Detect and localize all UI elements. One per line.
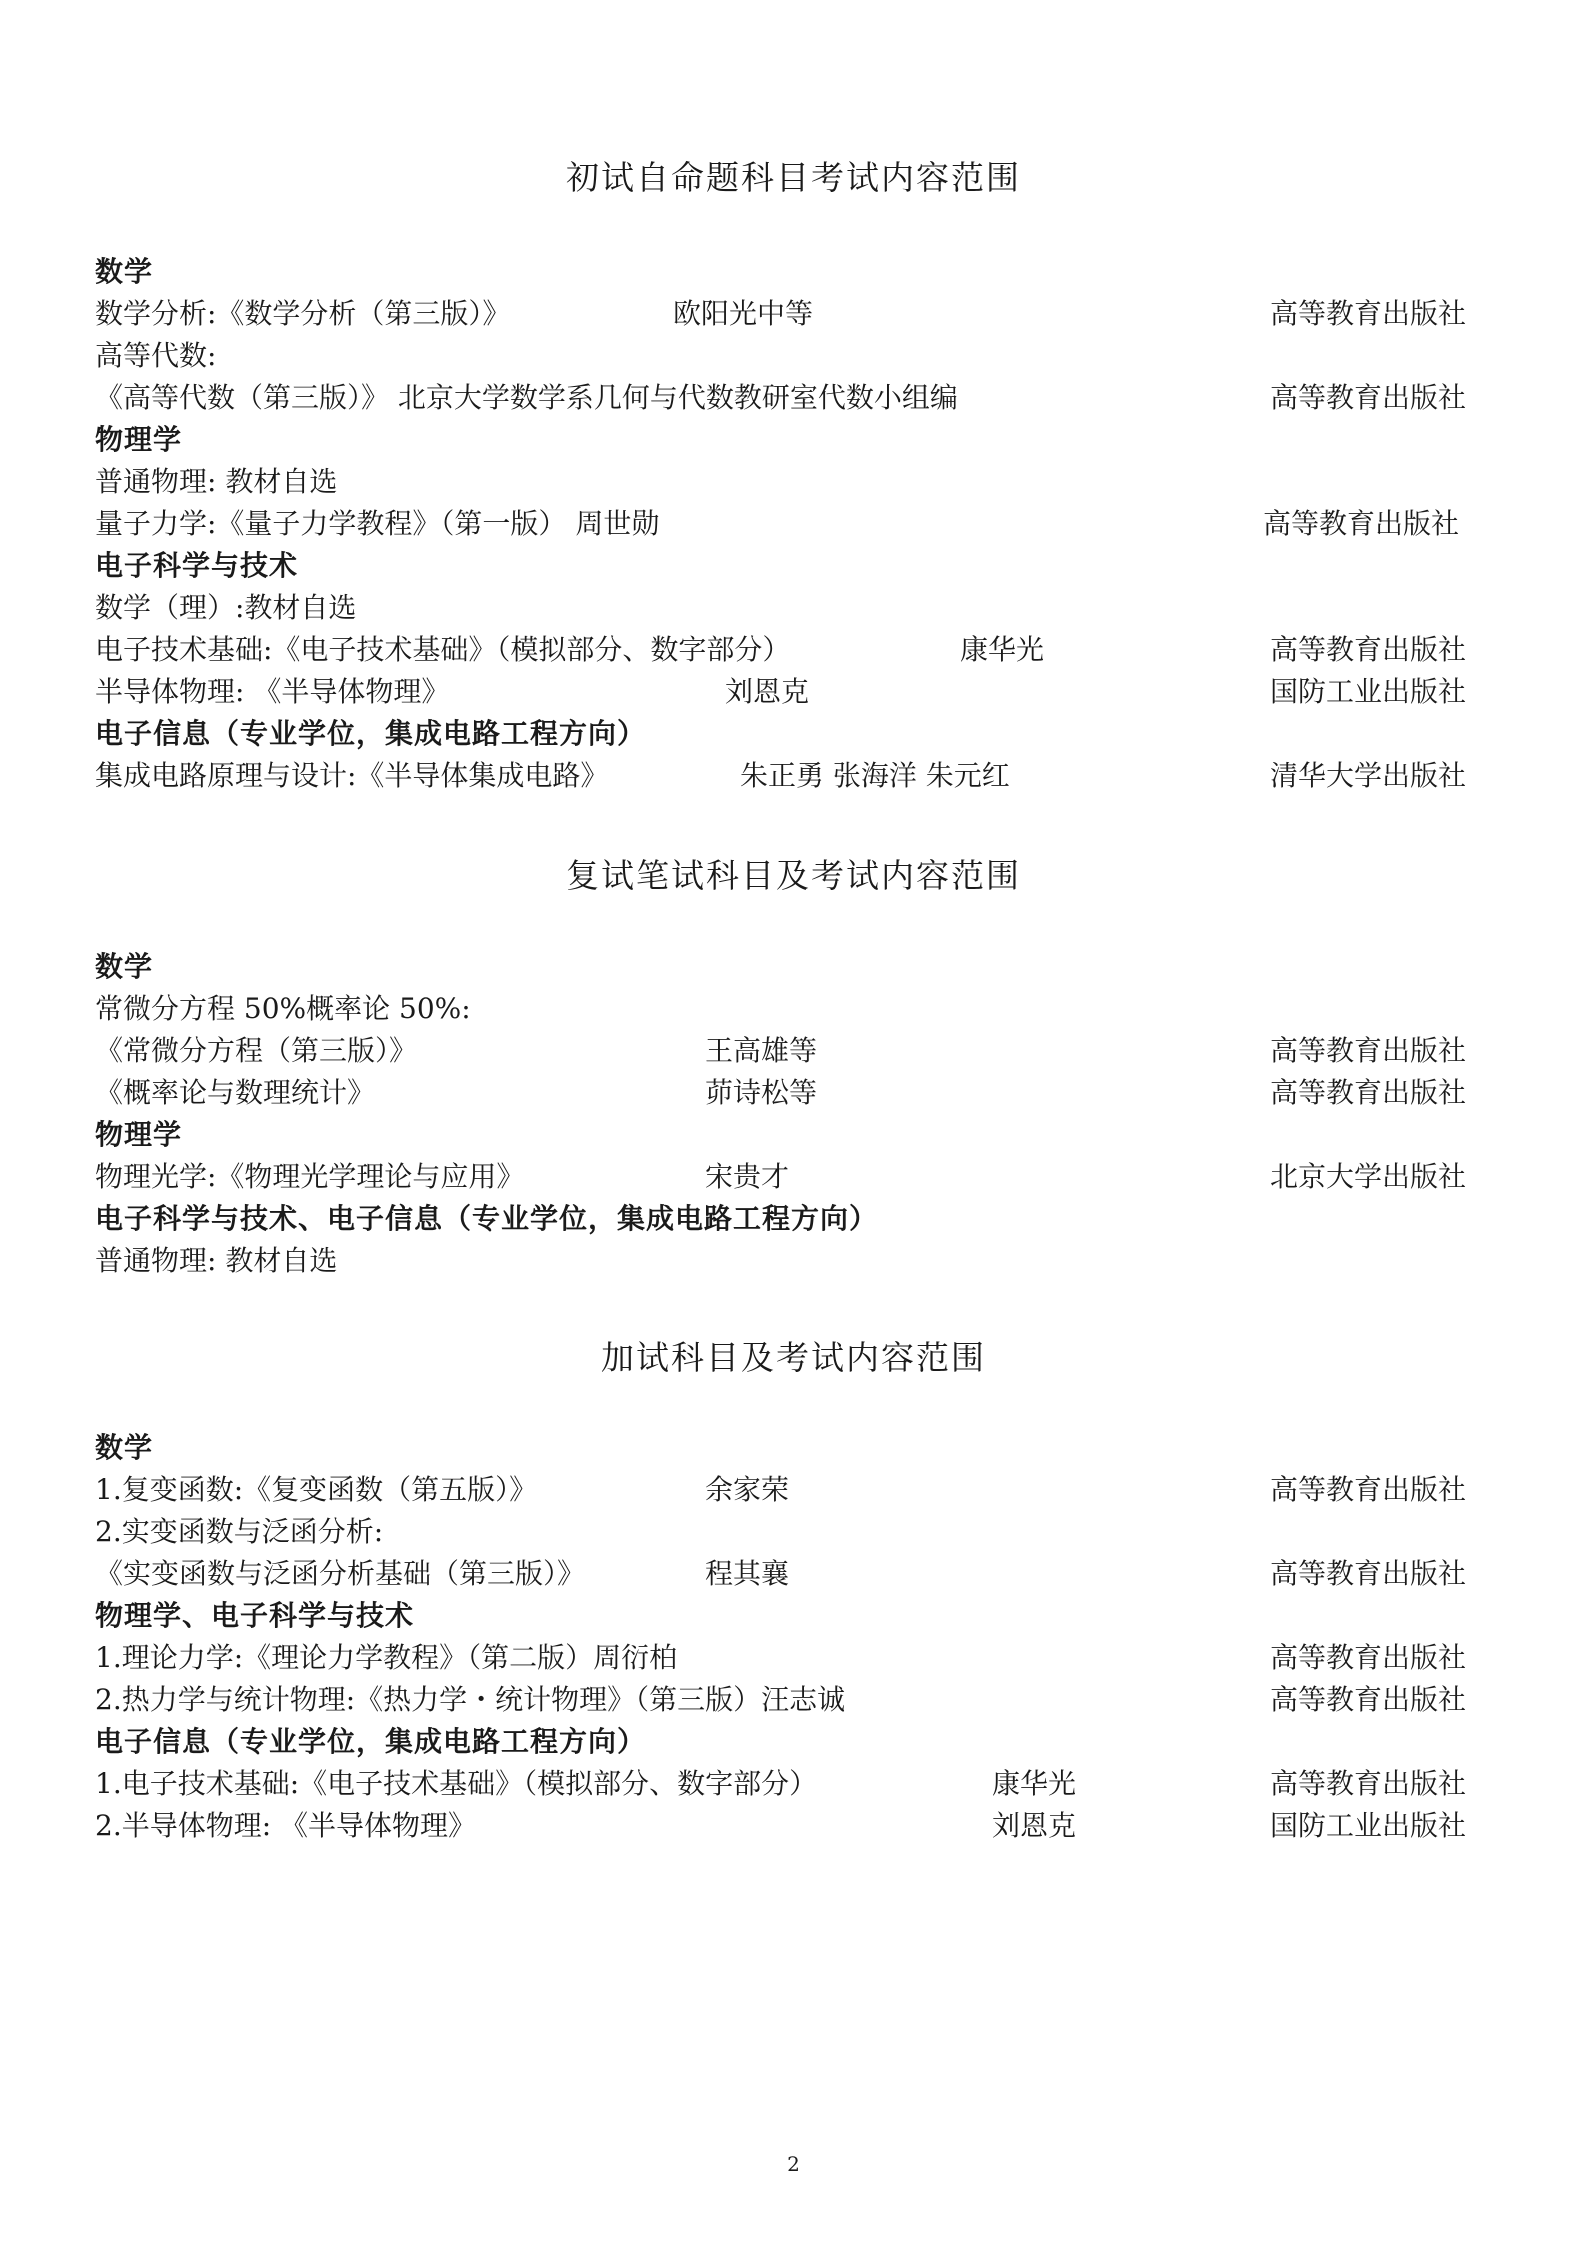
book-line — [95, 461, 1495, 503]
book-line — [95, 377, 1495, 419]
book-publisher: 高等教育出版社 — [1270, 297, 1467, 330]
book-line — [95, 335, 1495, 377]
book-title: 1.电子技术基础:《电子技术基础》（模拟部分、数字部分） — [95, 1767, 818, 1800]
book-title: 《实变函数与泛函分析基础（第三版）》 — [95, 1557, 586, 1590]
book-line — [95, 1805, 1495, 1847]
book-line — [95, 1072, 1495, 1114]
book-author: 余家荣 — [705, 1473, 790, 1506]
subject-heading-physics: 物理学 — [95, 1118, 183, 1151]
book-title: 数学分析:《数学分析（第三版）》 — [95, 297, 511, 330]
book-line — [95, 629, 1495, 671]
book-line — [95, 1469, 1495, 1511]
book-line — [95, 755, 1495, 797]
subject-heading-math: 数学 — [95, 950, 154, 983]
book-publisher: 高等教育出版社 — [1270, 1683, 1467, 1716]
book-author: 宋贵才 — [705, 1160, 790, 1193]
book-publisher: 高等教育出版社 — [1270, 1473, 1467, 1506]
book-subject: 2.实变函数与泛函分析: — [95, 1515, 384, 1548]
book-title: 2.热力学与统计物理:《热力学・统计物理》（第三版）汪志诚 — [95, 1683, 846, 1716]
book-publisher: 高等教育出版社 — [1270, 1557, 1467, 1590]
book-title: 2.半导体物理: 《半导体物理》 — [95, 1809, 477, 1842]
subject-heading-electronic-science-info: 电子科学与技术、电子信息（专业学位，集成电路工程方向） — [95, 1202, 879, 1235]
book-author: 康华光 — [960, 633, 1045, 666]
book-line — [95, 671, 1495, 713]
book-line — [95, 1511, 1495, 1553]
book-line — [95, 1553, 1495, 1595]
subject-heading-math: 数学 — [95, 1431, 154, 1464]
book-line — [95, 1156, 1495, 1198]
book-title: 物理光学:《物理光学理论与应用》 — [95, 1160, 525, 1193]
book-line — [95, 293, 1495, 335]
book-author: 欧阳光中等 — [673, 297, 814, 330]
section-title-retest: 复试笔试科目及考试内容范围 — [566, 856, 1021, 895]
book-author: 茆诗松等 — [705, 1076, 818, 1109]
book-publisher: 高等教育出版社 — [1270, 381, 1467, 414]
book-author: 程其襄 — [705, 1557, 790, 1590]
book-publisher: 国防工业出版社 — [1270, 675, 1467, 708]
book-author: 刘恩克 — [725, 675, 810, 708]
book-line — [95, 1240, 1495, 1282]
book-publisher: 国防工业出版社 — [1270, 1809, 1467, 1842]
book-subject: 常微分方程 50%概率论 50%: — [95, 992, 471, 1025]
book-publisher: 高等教育出版社 — [1270, 633, 1467, 666]
book-title: 《高等代数（第三版）》 北京大学数学系几何与代数教研室代数小组编 — [95, 381, 958, 414]
book-publisher: 高等教育出版社 — [1270, 1641, 1467, 1674]
book-publisher: 北京大学出版社 — [1270, 1160, 1467, 1193]
section-title-additional: 加试科目及考试内容范围 — [601, 1338, 986, 1377]
book-line — [95, 587, 1495, 629]
book-author: 刘恩克 — [992, 1809, 1077, 1842]
book-publisher: 高等教育出版社 — [1270, 1076, 1467, 1109]
book-title: 《概率论与数理统计》 — [95, 1076, 376, 1109]
book-author: 王高雄等 — [705, 1034, 818, 1067]
book-line — [95, 1030, 1495, 1072]
book-publisher: 高等教育出版社 — [1270, 1767, 1467, 1800]
book-title: 《常微分方程（第三版）》 — [95, 1034, 418, 1067]
subject-heading-electronic-science: 电子科学与技术 — [95, 549, 299, 582]
book-author: 康华光 — [992, 1767, 1077, 1800]
book-publisher: 清华大学出版社 — [1270, 759, 1467, 792]
book-title: 普通物理: 教材自选 — [95, 465, 338, 498]
book-title: 1.复变函数:《复变函数（第五版）》 — [95, 1473, 538, 1506]
book-line — [95, 1763, 1495, 1805]
book-title: 集成电路原理与设计:《半导体集成电路》 — [95, 759, 609, 792]
book-line — [95, 503, 1495, 545]
book-title: 电子技术基础:《电子技术基础》（模拟部分、数字部分） — [95, 633, 791, 666]
book-title: 半导体物理: 《半导体物理》 — [95, 675, 450, 708]
book-line — [95, 988, 1495, 1030]
book-author: 朱正勇 张海洋 朱元红 — [740, 759, 1010, 792]
book-title: 1.理论力学:《理论力学教程》（第二版）周衍柏 — [95, 1641, 678, 1674]
book-publisher: 高等教育出版社 — [1270, 1034, 1467, 1067]
subject-heading-physics: 物理学 — [95, 423, 183, 456]
book-subject: 高等代数: — [95, 339, 217, 372]
subject-heading-electronic-info: 电子信息（专业学位，集成电路工程方向） — [95, 1725, 647, 1758]
book-line — [95, 1637, 1495, 1679]
book-title: 量子力学:《量子力学教程》（第一版） 周世勋 — [95, 507, 660, 540]
book-line — [95, 1679, 1495, 1721]
section-title-preliminary: 初试自命题科目考试内容范围 — [566, 158, 1021, 197]
subject-heading-math: 数学 — [95, 255, 154, 288]
subject-heading-electronic-info: 电子信息（专业学位，集成电路工程方向） — [95, 717, 647, 750]
page-number: 2 — [787, 2152, 800, 2176]
book-title: 数学（理）:教材自选 — [95, 591, 357, 624]
book-publisher: 高等教育出版社 — [1263, 507, 1460, 540]
subject-heading-physics-electronic-science: 物理学、电子科学与技术 — [95, 1599, 415, 1632]
book-title: 普通物理: 教材自选 — [95, 1244, 338, 1277]
